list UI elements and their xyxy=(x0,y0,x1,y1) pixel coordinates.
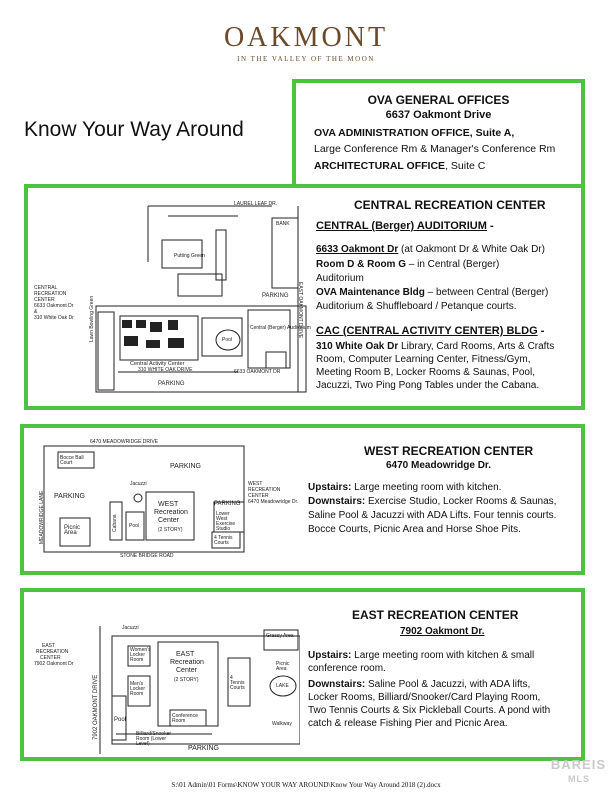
east-map-side-2: RECREATION xyxy=(36,649,69,655)
east-map-tennis: 4 Tennis Courts xyxy=(230,675,245,691)
central-map-oakmont: 6633 OAKMONT DR xyxy=(234,369,281,375)
west-address: 6470 Meadowridge Dr. xyxy=(386,460,492,471)
cac-address-bold: 310 White Oak Dr xyxy=(316,341,399,352)
east-map-picnic: Picnic Area xyxy=(276,661,290,672)
east-line5: catch & release Fishing Pier and Picnic Area. xyxy=(308,718,508,729)
central-map-east-oakmont: EAST OAKMONT DRIVE xyxy=(297,282,303,339)
west-map-road-left: MEADOWRIDGE LANE xyxy=(39,490,45,544)
east-map-grassy: Grassy Area xyxy=(266,633,294,639)
east-map-pool: Pool xyxy=(114,717,127,723)
west-map-side-4: 6470 Meadowridge Dr. xyxy=(248,499,299,505)
central-map-bank: BANK xyxy=(276,221,290,227)
central-map-side-6: 310 White Oak Dr xyxy=(34,315,74,321)
west-upstairs-text: Large meeting room with kitchen. xyxy=(351,482,502,493)
west-map-center-4: (2 STORY) xyxy=(158,527,183,533)
auditorium-heading-text: CENTRAL (Berger) AUDITORIUM xyxy=(316,220,487,232)
west-map-pool: Pool xyxy=(129,523,140,529)
central-map-auditorium: Central (Berger) Auditorium xyxy=(250,325,311,331)
oakmont-logo: OAKMONT xyxy=(223,22,389,53)
east-downstairs-text: Saline Pool & Jacuzzi, with ADA lifts, xyxy=(365,679,531,690)
central-map-side-3: CENTER xyxy=(34,297,55,303)
east-line3: Locker Rooms, Billiard/Snooker/Card Playing Room, xyxy=(308,692,541,703)
west-map-parking-a: PARKING xyxy=(170,463,201,470)
west-map-parking-c: PARKING xyxy=(214,501,241,507)
east-map-center-2: Recreation xyxy=(170,659,204,666)
central-address-bold: 6633 Oakmont Dr xyxy=(316,244,399,255)
central-maint-line2: Auditorium & Shuffleboard / Petanque courts. xyxy=(316,301,517,312)
cac-heading-dash: - xyxy=(537,325,545,337)
central-map-putting: Putting Green xyxy=(174,253,205,259)
central-map-cac: Central Activity Center xyxy=(130,361,185,367)
west-map-center-2: Recreation xyxy=(154,509,188,516)
central-map-side-5: & xyxy=(34,309,38,315)
east-map-side-3: CENTER xyxy=(40,655,61,661)
east-map-side-1: EAST xyxy=(42,643,56,649)
page-headline: Know Your Way Around xyxy=(24,118,244,141)
east-address: 7902 Oakmont Dr. xyxy=(400,626,485,637)
ova-offices-box xyxy=(292,79,585,188)
east-upstairs-text: Large meeting room with kitchen & small xyxy=(351,650,535,661)
west-downstairs-text: Exercise Studio, Locker Rooms & Saunas, xyxy=(365,496,557,507)
cac-line3: Meeting Room B, Locker Rooms & Saunas, Pool, xyxy=(316,367,535,378)
east-map-road: 7902 OAKMONT DRIVE xyxy=(93,674,99,740)
offices-title: OVA GENERAL OFFICES xyxy=(367,93,510,107)
architectural-suite: , Suite C xyxy=(445,160,486,172)
east-map-womens: Women's Locker Room xyxy=(130,647,151,663)
maint-bold: OVA Maintenance Bldg xyxy=(316,287,425,298)
east-title: EAST RECREATION CENTER xyxy=(352,608,519,622)
central-rooms-line2: Auditorium xyxy=(316,273,364,284)
cac-line4: Jacuzzi, Two Ping Pong Tables under the Cabana. xyxy=(316,380,540,391)
cac-line2: Room, Computer Learning Center, Fitness/Gym, xyxy=(316,354,531,365)
east-upstairs-label: Upstairs: xyxy=(308,650,352,661)
offices-line-architectural xyxy=(314,160,485,172)
central-map-parking-1: PARKING xyxy=(262,293,289,299)
west-rec-box xyxy=(20,424,585,575)
mls-watermark: BAREIS xyxy=(550,757,606,772)
east-line4: Two Tennis Courts & Six Pickleball Courts. A pond with xyxy=(308,705,551,716)
offices-address: 6637 Oakmont Drive xyxy=(385,109,492,121)
central-address-rest: (at Oakmont Dr & White Oak Dr) xyxy=(398,244,545,255)
west-map-lower-west: Lower West Exercise Studio xyxy=(216,511,236,532)
west-map-side-1: WEST xyxy=(248,481,263,487)
east-map-center-1: EAST xyxy=(176,651,195,658)
east-upstairs-line2: conference room. xyxy=(308,663,386,674)
cac-line1-rest: Library, Card Rooms, Arts & Crafts xyxy=(398,341,555,352)
central-address xyxy=(316,244,545,255)
east-map-conference: Conference Room xyxy=(172,713,198,724)
central-map-pool: Pool xyxy=(222,337,233,343)
rooms-rest: – in Central (Berger) xyxy=(406,259,500,270)
rooms-bold: Room D & Room G xyxy=(316,259,406,270)
central-rec-box xyxy=(24,184,585,410)
offices-line-conference: Large Conference Rm & Manager's Conference Rm xyxy=(314,143,556,155)
east-map-side-4: 7902 Oakmont Dr xyxy=(34,661,74,667)
west-line3: Saline Pool & Jacuzzi with ADA Lifts. Four tennis courts. xyxy=(308,510,557,521)
east-downstairs-label: Downstairs: xyxy=(308,679,366,690)
west-map-road-bottom: STONE BRIDGE ROAD xyxy=(120,553,174,559)
central-map-lawn-bowling: Lawn Bowling Green xyxy=(89,295,95,342)
east-downstairs xyxy=(308,679,530,690)
architectural-label: ARCHITECTURAL OFFICE xyxy=(314,160,446,172)
central-maint xyxy=(316,287,548,298)
central-title: CENTRAL RECREATION CENTER xyxy=(354,198,546,212)
central-map-side-4: 6633 Oakmont Dr xyxy=(34,303,74,309)
cac-heading xyxy=(316,325,544,337)
central-map xyxy=(34,201,311,396)
west-title: WEST RECREATION CENTER xyxy=(364,444,534,458)
east-map-walkway: Walkway xyxy=(272,721,292,727)
west-line4: Bocce Courts, Picnic Area and Horse Shoe Pits. xyxy=(308,524,521,535)
west-map-center-3: Center xyxy=(158,517,180,524)
east-map-center-3: Center xyxy=(176,667,198,674)
central-map-side-2: RECREATION xyxy=(34,291,67,297)
east-map-jacuzzi: Jacuzzi xyxy=(122,625,139,631)
west-downstairs-label: Downstairs: xyxy=(308,496,366,507)
west-map-road-top: 6470 MEADOWRIDGE DRIVE xyxy=(90,439,159,445)
west-upstairs xyxy=(308,482,501,493)
central-auditorium-heading xyxy=(316,220,494,232)
west-map-side-3: CENTER xyxy=(248,493,269,499)
west-map-tennis: 4 Tennis Courts xyxy=(214,535,233,546)
east-map-center-4: (2 STORY) xyxy=(174,677,199,683)
central-map-side-1: CENTRAL xyxy=(34,285,58,291)
west-map-bocce: Bocce Ball Court xyxy=(60,455,84,466)
oakmont-tagline: IN THE VALLEY OF THE MOON xyxy=(237,55,375,63)
mls-watermark-sub: MLS xyxy=(568,774,590,784)
west-map-side-2: RECREATION xyxy=(248,487,281,493)
east-upstairs xyxy=(308,650,534,661)
maint-rest: – between Central (Berger) xyxy=(424,287,549,298)
footer-file-path: S:\01 Admin\01 Forms\KNOW YOUR WAY AROUND\Know Your Way Around 2018 (2).docx xyxy=(171,781,441,789)
cac-line1 xyxy=(316,341,554,352)
east-map-mens: Men's Locker Room xyxy=(130,681,146,697)
west-map-jacuzzi: Jacuzzi xyxy=(130,481,147,487)
west-map xyxy=(34,440,298,560)
west-map-center-1: WEST xyxy=(158,501,179,508)
east-map-parking: PARKING xyxy=(188,745,219,752)
auditorium-heading-dash: - xyxy=(486,220,494,232)
east-map-billiard: Billiard/Snooker Room (Lower Level) xyxy=(136,731,172,747)
east-map-lake: LAKE xyxy=(276,683,289,689)
east-map xyxy=(32,622,300,756)
offices-line-admin: OVA ADMINISTRATION OFFICE, Suite A, xyxy=(314,127,515,139)
west-upstairs-label: Upstairs: xyxy=(308,482,352,493)
central-map-white-oak: 310 WHITE OAK DRIVE xyxy=(138,367,193,373)
central-rooms xyxy=(316,259,499,270)
west-downstairs xyxy=(308,496,556,507)
west-map-picnic: Picnic Area xyxy=(64,525,81,536)
east-rec-box xyxy=(20,588,585,761)
west-map-parking-b: PARKING xyxy=(54,493,85,500)
central-map-parking-2: PARKING xyxy=(158,381,185,387)
west-map-cabana: Cabana xyxy=(112,514,118,532)
central-map-laurel: LAUREL LEAF DR. xyxy=(234,201,278,207)
cac-heading-text: CAC (CENTRAL ACTIVITY CENTER) BLDG xyxy=(316,325,538,337)
